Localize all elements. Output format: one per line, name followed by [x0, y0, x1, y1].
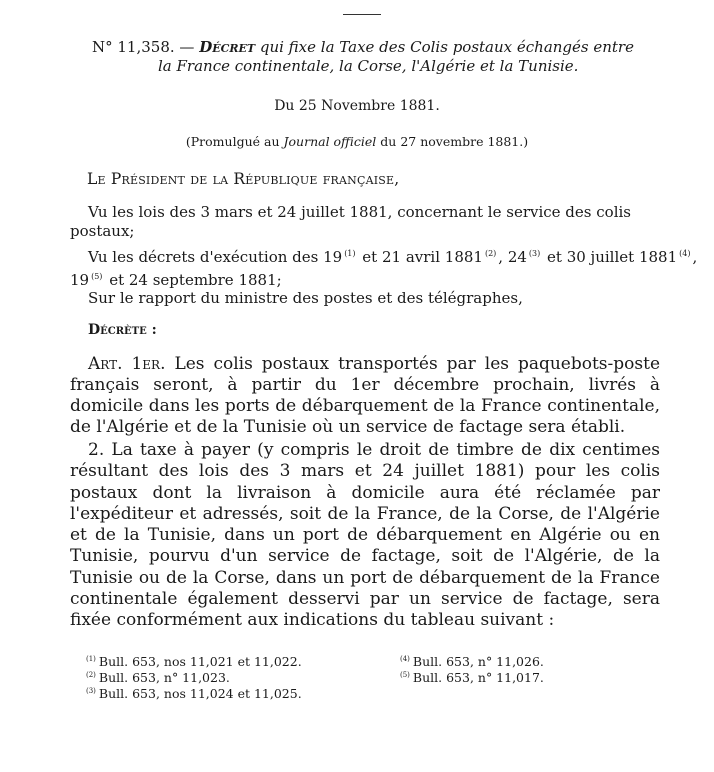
promulgation-prefix: (Promulgué au — [185, 134, 280, 149]
decree-date: Du 25 Novembre 1881. — [274, 98, 440, 114]
vu2-part-c: , 24 — [498, 248, 527, 266]
top-rule — [343, 14, 381, 15]
promulgation-note — [0, 134, 714, 149]
article-2: 2. La taxe à payer (y compris le droit de timbre de dix centimes résultant des lois des 3 mars et 24 juillet 1881) pour les colis postaux dont la livraison à domicile aura été réclamée par l'expéditeur et adressés, soit de la France, de la Corse, de l'Algérie et de la Tunisie, dans un port de débarquement en Algérie ou en Tunisie, pourvu d'un service de factage, soit de l'Algérie, de la Tunisie ou de la Corse, dans un port de débarquement de la France continentale également desservi par un service de factage, sera fixée conformément aux indications du tableau suivant : — [70, 440, 660, 631]
footnote-3 — [86, 686, 302, 701]
decree-title — [70, 38, 670, 76]
footnote-mark: (5) — [400, 671, 410, 679]
vu2-part-b: et 21 avril 1881 — [357, 248, 483, 266]
article-1 — [70, 354, 660, 438]
footnote-text: Bull. 653, n° 11,023. — [98, 670, 230, 685]
president-heading: Le Président de la République française, — [87, 170, 400, 188]
considerant-lois: Vu les lois des 3 mars et 24 juillet 1881, concernant le service des colis postaux; — [70, 203, 631, 240]
title-line-2: la France continentale, la Corse, l'Algérie et la Tunisie. — [158, 57, 579, 75]
footnote-mark: (4) — [400, 655, 410, 663]
footnote-mark: (1) — [86, 655, 96, 663]
footnote-text: Bull. 653, nos 11,024 et 11,025. — [98, 686, 302, 701]
footnote-5 — [400, 670, 544, 685]
vu2-part-e: , 19 — [70, 248, 698, 289]
footnote-4 — [400, 654, 544, 669]
footnote-text: Bull. 653, n° 11,017. — [412, 670, 544, 685]
considerant-decrets — [70, 244, 700, 290]
footnote-ref-5: (5) — [91, 272, 103, 281]
footnote-ref-3: (3) — [528, 249, 541, 258]
footnote-ref-2: (2) — [484, 249, 497, 258]
vu2-part-f: et 24 septembre 1881; — [104, 271, 282, 289]
vu2-part-d: et 30 juillet 1881 — [542, 248, 678, 266]
article-1-text: Les colis postaux transportés par les paquebots-poste français seront, à partir du 1er décembre prochain, livrés à domicile dans les ports de débarquement de la France continentale, de l'Algérie et de la Tunisie où un service de factage sera établi. — [70, 354, 661, 437]
decrete-heading: Décrète : — [88, 322, 157, 338]
title-line-1 — [70, 38, 670, 57]
considerant-rapport: Sur le rapport du ministre des postes et des télégraphes, — [88, 289, 523, 307]
footnote-mark: (3) — [86, 687, 96, 695]
vu2-part-a: Vu les décrets d'exécution des 19 — [88, 248, 343, 266]
footnote-2 — [86, 670, 230, 685]
footnote-1 — [86, 654, 302, 669]
footnote-mark: (2) — [86, 671, 96, 679]
promulgation-suffix: du 27 novembre 1881.) — [380, 134, 529, 149]
footnote-text: Bull. 653, n° 11,026. — [412, 654, 544, 669]
footnote-ref-4: (4) — [679, 249, 691, 258]
article-1-label: Art. 1er. — [88, 354, 166, 374]
title-line-1-rest: qui fixe la Taxe des Colis postaux échangés entre — [259, 38, 634, 56]
footnote-ref-1: (1) — [344, 249, 356, 258]
journal-name: Journal officiel — [283, 134, 377, 149]
footnote-text: Bull. 653, nos 11,021 et 11,022. — [98, 654, 302, 669]
decree-number: N° 11,358. — — [92, 38, 195, 56]
decree-word: Décret — [199, 38, 256, 56]
